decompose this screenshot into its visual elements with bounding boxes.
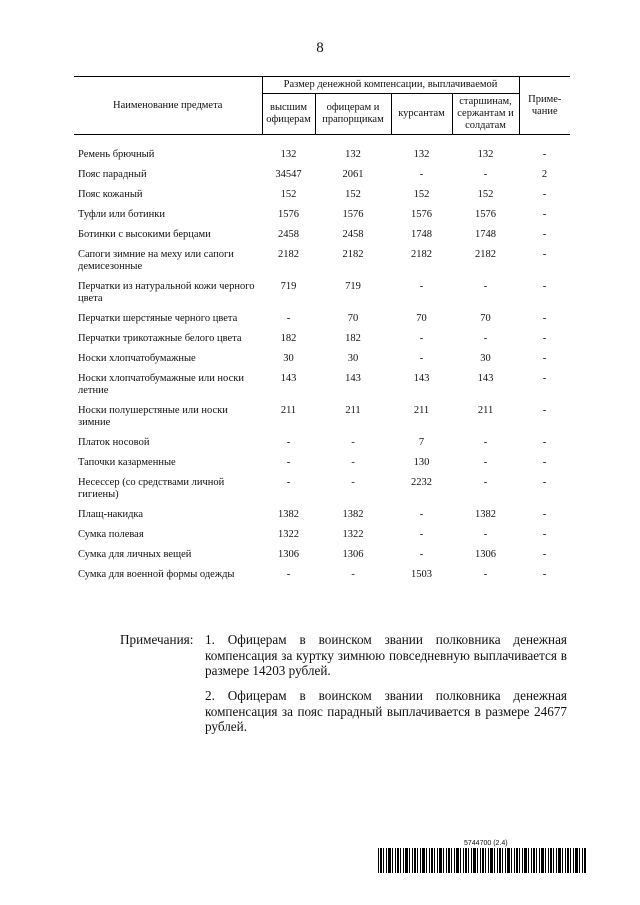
cadets-value: 70 bbox=[416, 313, 427, 324]
sergeants-soldiers-value: 143 bbox=[477, 373, 494, 384]
note-value: - bbox=[542, 229, 547, 240]
note-value: - bbox=[542, 373, 547, 384]
table-row bbox=[74, 245, 570, 277]
senior-officers-value: - bbox=[286, 569, 291, 580]
note-value: - bbox=[542, 353, 547, 364]
sergeants-soldiers-value: 211 bbox=[477, 405, 494, 416]
senior-officers-value: 152 bbox=[280, 189, 297, 200]
cadets-value: 1503 bbox=[411, 569, 432, 580]
senior-officers-value: 1306 bbox=[278, 549, 299, 560]
header-officers-warrant: офицерам и прапорщикам bbox=[315, 94, 391, 135]
senior-officers-value: 34547 bbox=[275, 169, 302, 180]
cadets-value: 1748 bbox=[411, 229, 432, 240]
senior-officers-value: - bbox=[286, 457, 291, 468]
officers-warrant-value: - bbox=[351, 457, 355, 468]
officers-warrant-value: 2182 bbox=[342, 249, 364, 260]
header-senior-officers: высшим офицерам bbox=[262, 94, 315, 135]
sergeants-soldiers-value: 1748 bbox=[475, 229, 497, 240]
item-name-cell: Сумка для военной формы одежды bbox=[78, 569, 235, 580]
note-value: 2 bbox=[541, 169, 548, 180]
item-name-cell: Перчатки из натуральной кожи черного цвета bbox=[78, 281, 255, 304]
note-value: - bbox=[542, 405, 547, 416]
item-name-cell: Платок носовой bbox=[78, 437, 150, 448]
cadets-value: - bbox=[419, 333, 424, 344]
senior-officers-value: 1322 bbox=[278, 529, 299, 540]
note-value: - bbox=[542, 509, 547, 520]
sergeants-soldiers-value: - bbox=[483, 281, 488, 292]
cadets-value: 1576 bbox=[411, 209, 432, 220]
header-sergeants-soldiers: старшинам, сержантам и солдатам bbox=[452, 94, 519, 135]
compensation-table bbox=[74, 76, 570, 585]
page-number: 8 bbox=[316, 40, 324, 56]
officers-warrant-value: 719 bbox=[345, 281, 361, 292]
sergeants-soldiers-value: 1576 bbox=[475, 209, 497, 220]
cadets-value: 7 bbox=[418, 437, 425, 448]
cadets-value: 130 bbox=[413, 457, 430, 468]
officers-warrant-value: 30 bbox=[347, 353, 359, 364]
header-note: Приме-чание bbox=[519, 77, 570, 135]
item-name-cell: Плащ-накидка bbox=[78, 509, 144, 520]
note-value: - bbox=[542, 149, 547, 160]
officers-warrant-value: 152 bbox=[345, 189, 361, 200]
table-row bbox=[74, 545, 570, 565]
cadets-value: 2182 bbox=[411, 249, 432, 260]
notes-label: Примечания: bbox=[120, 632, 194, 647]
sergeants-soldiers-value: 1306 bbox=[475, 549, 497, 560]
note-value: - bbox=[542, 209, 547, 220]
senior-officers-value: 2458 bbox=[278, 229, 299, 240]
officers-warrant-value: 143 bbox=[345, 373, 361, 384]
note-value: - bbox=[542, 333, 547, 344]
cadets-value: 152 bbox=[413, 189, 430, 200]
cadets-value: 2232 bbox=[411, 477, 432, 488]
sergeants-soldiers-value: - bbox=[483, 457, 488, 468]
item-name-cell: Сумка для личных вещей bbox=[78, 549, 192, 560]
senior-officers-value: - bbox=[286, 437, 291, 448]
table-row bbox=[74, 369, 570, 401]
header-compensation-group: Размер денежной компенсации, выплачиваемой bbox=[262, 77, 519, 94]
table-row bbox=[74, 277, 570, 309]
barcode-code: 5744700 (2.4) bbox=[464, 840, 508, 847]
officers-warrant-value: 211 bbox=[345, 405, 361, 416]
note-value: - bbox=[542, 281, 547, 292]
sergeants-soldiers-value: - bbox=[483, 169, 488, 180]
table-row bbox=[74, 225, 570, 245]
officers-warrant-value: - bbox=[351, 437, 355, 448]
sergeants-soldiers-value: - bbox=[483, 529, 488, 540]
senior-officers-value: 182 bbox=[280, 333, 297, 344]
note-value: - bbox=[542, 437, 547, 448]
item-name-cell: Тапочки казарменные bbox=[78, 457, 176, 468]
item-name-cell: Несессер (со средствами личной гигиены) bbox=[78, 477, 225, 500]
table-row bbox=[74, 309, 570, 329]
officers-warrant-value: 2061 bbox=[342, 169, 364, 180]
item-name-cell: Носки полушерстяные или носки зимние bbox=[78, 405, 228, 428]
senior-officers-value: 1382 bbox=[278, 509, 299, 520]
note-2: 2. Офицерам в воинском звании полковника денежная компенсация за пояс парадный выплачивается в размере 24677 рублей. bbox=[205, 688, 567, 734]
sergeants-soldiers-value: - bbox=[483, 437, 488, 448]
officers-warrant-value: 1576 bbox=[342, 209, 364, 220]
cadets-value: - bbox=[419, 281, 424, 292]
item-name-cell: Перчатки трикотажные белого цвета bbox=[78, 333, 242, 344]
barcode-image bbox=[378, 848, 586, 873]
barcode-block bbox=[378, 840, 586, 873]
senior-officers-value: 1576 bbox=[278, 209, 299, 220]
cadets-value: 132 bbox=[413, 149, 430, 160]
item-name-cell: Носки хлопчатобумажные или носки летние bbox=[78, 373, 244, 396]
item-name-cell: Ботинки с высокими берцами bbox=[78, 229, 211, 240]
cadets-value: - bbox=[419, 529, 424, 540]
note-value: - bbox=[542, 249, 547, 260]
officers-warrant-value: 1382 bbox=[342, 509, 364, 520]
cadets-value: - bbox=[419, 353, 424, 364]
officers-warrant-value: 132 bbox=[345, 149, 361, 160]
table-row bbox=[74, 165, 570, 185]
senior-officers-value: 2182 bbox=[278, 249, 299, 260]
table-row bbox=[74, 401, 570, 433]
item-name-cell: Пояс кожаный bbox=[78, 189, 143, 200]
table-row bbox=[74, 145, 570, 165]
senior-officers-value: - bbox=[286, 477, 291, 488]
table-row bbox=[74, 349, 570, 369]
sergeants-soldiers-value: - bbox=[483, 333, 488, 344]
item-name-cell: Пояс парадный bbox=[78, 169, 147, 180]
table-row bbox=[74, 473, 570, 505]
sergeants-soldiers-value: - bbox=[483, 477, 488, 488]
sergeants-soldiers-value: 2182 bbox=[475, 249, 497, 260]
cadets-value: - bbox=[419, 509, 424, 520]
table-row bbox=[74, 185, 570, 205]
note-value: - bbox=[542, 457, 547, 468]
officers-warrant-value: 70 bbox=[347, 313, 359, 324]
header-cadets: курсантам bbox=[391, 94, 452, 135]
sergeants-soldiers-value: 30 bbox=[480, 353, 491, 364]
sergeants-soldiers-value: 152 bbox=[477, 189, 494, 200]
cadets-value: - bbox=[419, 169, 424, 180]
item-name-cell: Ремень брючный bbox=[78, 149, 155, 160]
item-name-cell: Перчатки шерстяные черного цвета bbox=[78, 313, 238, 324]
table-row bbox=[74, 565, 570, 585]
cadets-value: 211 bbox=[413, 405, 430, 416]
item-name-cell: Носки хлопчатобумажные bbox=[78, 353, 196, 364]
header-item-name: Наименование предмета bbox=[74, 77, 262, 135]
cadets-value: - bbox=[419, 549, 424, 560]
note-value: - bbox=[542, 313, 547, 324]
officers-warrant-value: 182 bbox=[345, 333, 361, 344]
note-1: 1. Офицерам в воинском звании полковника денежная компенсация за куртку зимнюю повседневную выплачивается в размере 14203 рублей. bbox=[205, 632, 567, 678]
senior-officers-value: 719 bbox=[280, 281, 297, 292]
officers-warrant-value: 1306 bbox=[342, 549, 364, 560]
table-row bbox=[74, 205, 570, 225]
senior-officers-value: 211 bbox=[280, 405, 297, 416]
note-value: - bbox=[542, 549, 547, 560]
senior-officers-value: 30 bbox=[283, 353, 294, 364]
note-value: - bbox=[542, 189, 547, 200]
note-value: - bbox=[542, 477, 547, 488]
officers-warrant-value: 1322 bbox=[342, 529, 364, 540]
item-name-cell: Сумка полевая bbox=[78, 529, 144, 540]
table-row bbox=[74, 329, 570, 349]
senior-officers-value: 132 bbox=[280, 149, 297, 160]
sergeants-soldiers-value: 70 bbox=[480, 313, 491, 324]
officers-warrant-value: - bbox=[351, 477, 355, 488]
table-row bbox=[74, 525, 570, 545]
senior-officers-value: 143 bbox=[280, 373, 297, 384]
sergeants-soldiers-value: 1382 bbox=[475, 509, 497, 520]
table-row bbox=[74, 505, 570, 525]
note-value: - bbox=[542, 529, 547, 540]
table-row bbox=[74, 453, 570, 473]
sergeants-soldiers-value: - bbox=[483, 569, 488, 580]
officers-warrant-value: 2458 bbox=[342, 229, 364, 240]
sergeants-soldiers-value: 132 bbox=[477, 149, 494, 160]
officers-warrant-value: - bbox=[351, 569, 355, 580]
item-name-cell: Сапоги зимние на меху или сапоги демисезонные bbox=[78, 249, 234, 272]
cadets-value: 143 bbox=[413, 373, 430, 384]
senior-officers-value: - bbox=[286, 313, 291, 324]
table-body bbox=[74, 135, 570, 586]
item-name-cell: Туфли или ботинки bbox=[78, 209, 166, 220]
note-value: - bbox=[542, 569, 547, 580]
table-row bbox=[74, 433, 570, 453]
